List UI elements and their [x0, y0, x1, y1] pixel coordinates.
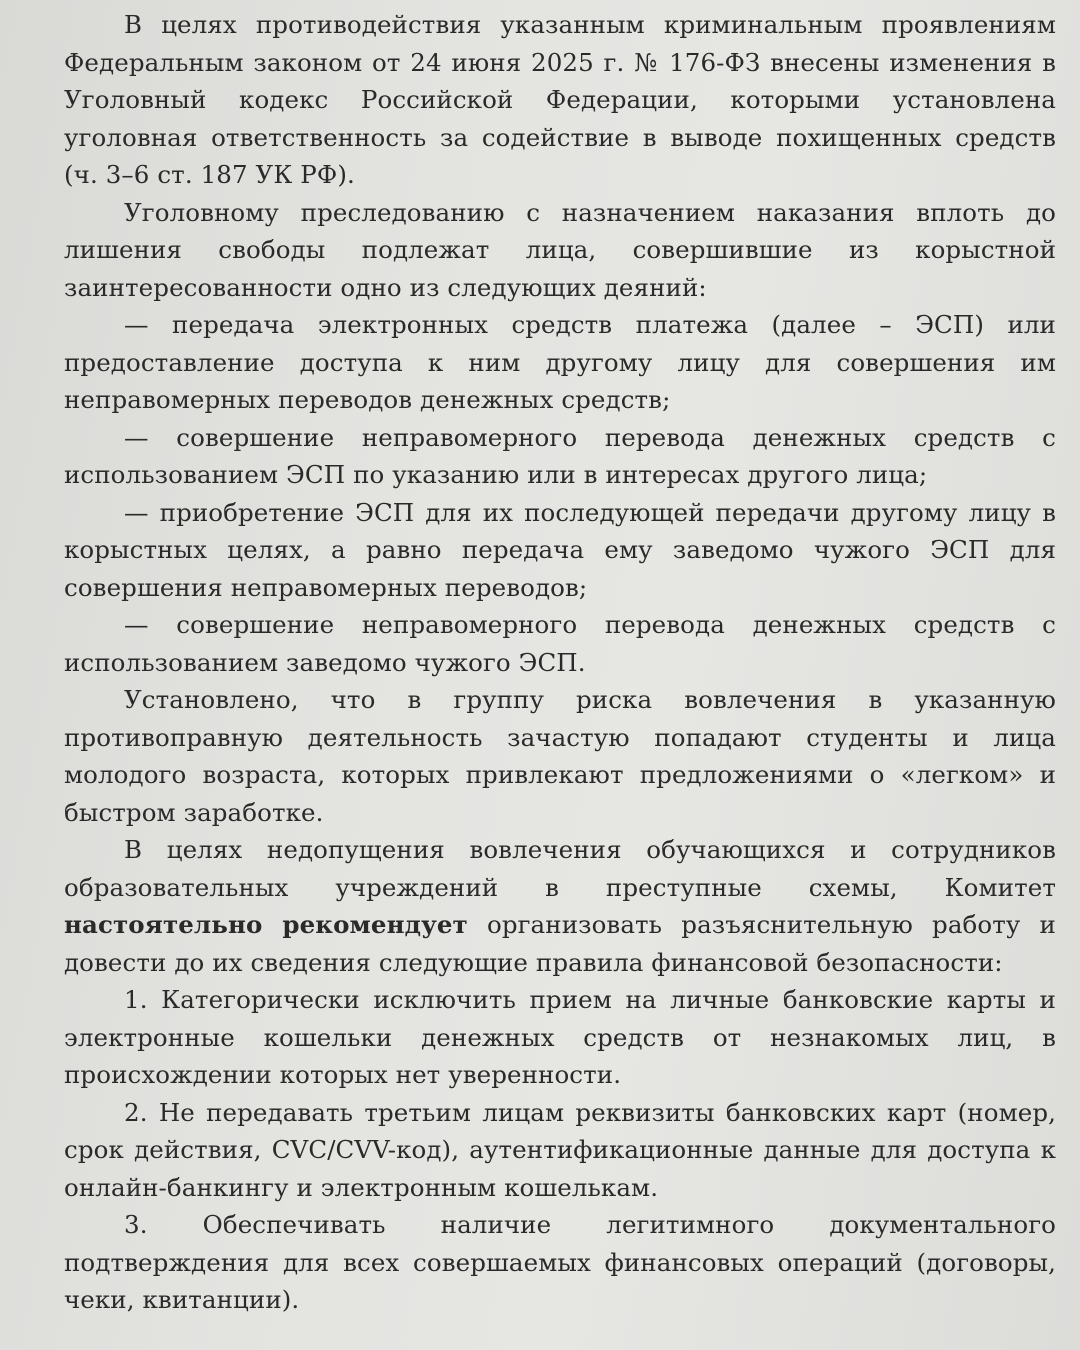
paragraph-recommendation — [64, 831, 1056, 981]
paragraph-risk-group: Установлено, что в группу риска вовлечения в указанную противоправную деятельность зачастую попадают студенты и лица молодого возраста, которых привлекают предложениями о «легком» и быстром заработке. — [64, 685, 1056, 827]
rule-item-1: 1. Категорически исключить прием на личные банковские карты и электронные кошельки денежных средств от незнакомых лиц, в происхождении которых нет уверенности. — [64, 985, 1056, 1089]
recommendation-text-before: В целях недопущения вовлечения обучающихся и сотрудников образовательных учреждений в преступные схемы, Комитет — [64, 835, 1056, 902]
rule-item-3: 3. Обеспечивать наличие легитимного документального подтверждения для всех совершаемых финансовых операций (договоры, чеки, квитанции). — [64, 1210, 1056, 1314]
rule-item-2: 2. Не передавать третьим лицам реквизиты банковских карт (номер, срок действия, CVC/CVV-код), аутентификационные данные для доступа к онлайн-банкингу и электронным кошелькам. — [64, 1097, 1056, 1202]
paragraph-legal-amendment: В целях противодействия указанным криминальным проявлениям Федеральным законом от 24 июня 2025 г. № 176-ФЗ внесены изменения в Уголовный кодекс Российской Федерации, которыми установлена уголовная ответственность за содействие в выводе похищенных средств (ч. 3–6 ст. 187 УК РФ). — [64, 10, 1056, 189]
list-item-esp-acquisition: — приобретение ЭСП для их последующей передачи другому лицу в корыстных целях, а равно передача ему заведомо чужого ЭСП для совершения неправомерных переводов; — [64, 497, 1056, 602]
list-item-esp-transfer: — передача электронных средств платежа (далее – ЭСП) или предоставление доступа к ним другому лицу для совершения им неправомерных переводов денежных средств; — [64, 310, 1056, 414]
list-item-unlawful-transfer-foreign-esp: — совершение неправомерного перевода денежных средств с использованием заведомо чужого ЭСП. — [64, 610, 1056, 677]
recommendation-emphasis: настоятельно рекомендует — [64, 910, 468, 939]
list-item-unlawful-transfer-instruction: — совершение неправомерного перевода денежных средств с использованием ЭСП по указанию или в интересах другого лица; — [64, 422, 1056, 489]
recommendation-text-after: организовать разъяснительную работу и довести до их сведения следующие правила финансовой безопасности: — [64, 910, 1056, 977]
paragraph-prosecution-intro: Уголовному преследованию с назначением наказания вплоть до лишения свободы подлежат лица, совершившие из корыстной заинтересованности одно из следующих деяний: — [64, 197, 1056, 302]
